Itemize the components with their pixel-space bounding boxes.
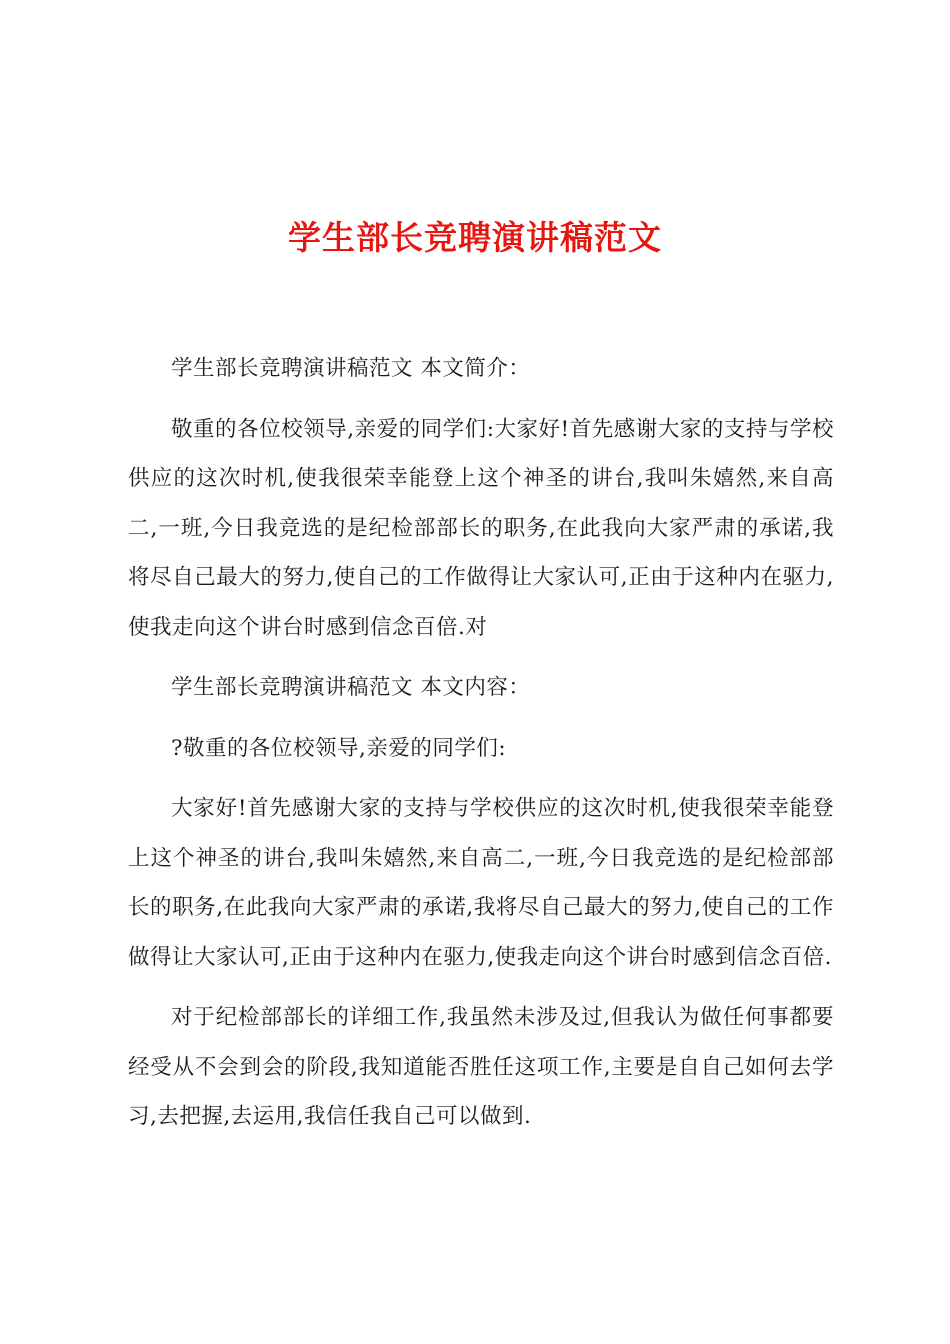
body-paragraph: 大家好!首先感谢大家的支持与学校供应的这次时机,使我很荣幸能登上这个神圣的讲台,我叫朱嬉然,来自高二,一班,今日我竞选的是纪检部部长的职务,在此我向大家严肃的承诺,我将尽自己最大的努力,使自己的工作做得让大家认可,正由于这种内在驱力,使我走向这个讲台时感到信念百倍. (128, 796, 834, 970)
body-paragraph: 对于纪检部部长的详细工作,我虽然未涉及过,但我认为做任何事都要经受从不会到会的阶段,我知道能否胜任这项工作,主要是自自己如何去学习,去把握,去运用,我信任我自己可以做到. (128, 1005, 834, 1129)
summary-heading: 学生部长竞聘演讲稿范文 本文简介： (171, 356, 531, 381)
salutation: ?敬重的各位校领导,亲爱的同学们: (171, 735, 507, 761)
summary-paragraph: 敬重的各位校领导,亲爱的同学们:大家好!首先感谢大家的支持与学校供应的这次时机,使我很荣幸能登上这个神圣的讲台,我叫朱嬉然,来自高二,一班,今日我竞选的是纪检部部长的职务,在此我向大家严肃的承诺,我将尽自己最大的努力,使自己的工作做得让大家认可,正由于这种内在驱力,使我走向这个讲台时感到信念百倍.对 (128, 416, 834, 640)
document-title: 学生部长竞聘演讲稿范文 (288, 218, 662, 257)
document-body (128, 344, 834, 1142)
content-heading: 学生部长竞聘演讲稿范文 本文内容： (171, 675, 531, 700)
